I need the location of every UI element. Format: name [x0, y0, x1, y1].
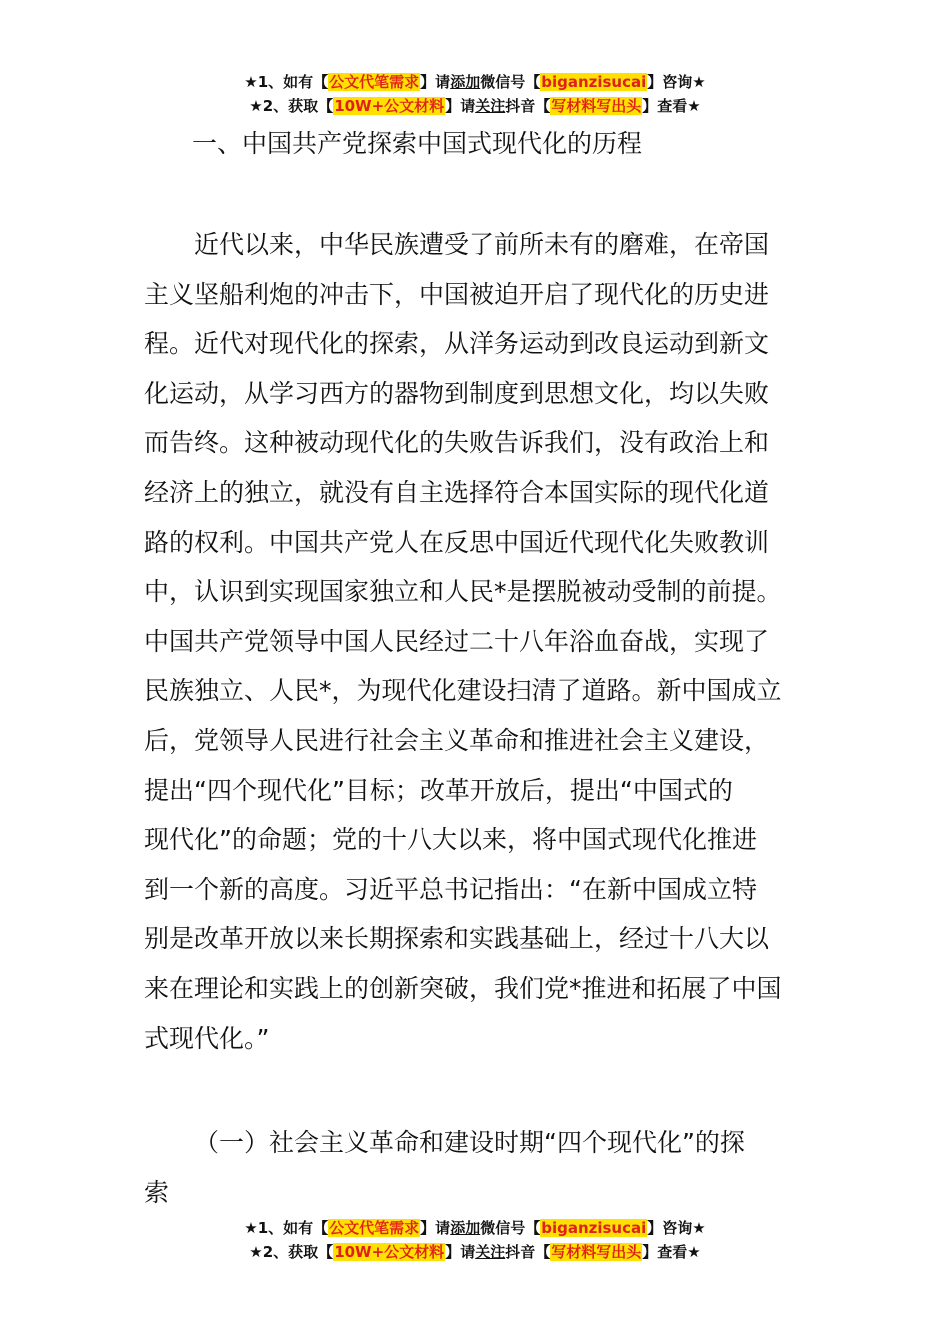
paragraph-line: 近代以来，中华民族遭受了前所未有的磨难，在帝国	[194, 230, 770, 259]
banner-text: ★1、如有【	[244, 1219, 329, 1237]
banner-text: 】查看★	[642, 97, 701, 115]
banner-text: 抖音【	[505, 1243, 551, 1261]
banner-highlight: 公文代笔需求	[329, 73, 420, 91]
banner-line-1	[0, 1216, 950, 1240]
header-banner	[0, 70, 950, 118]
banner-line-2	[0, 1240, 950, 1264]
banner-text: 】咨询★	[647, 1219, 706, 1237]
banner-underlined: 添加	[450, 73, 481, 91]
banner-underlined: 关注	[475, 1243, 506, 1261]
banner-highlight: 10W+公文材料	[334, 1243, 445, 1261]
banner-highlight: 公文代笔需求	[329, 1219, 420, 1237]
banner-text: 】请	[445, 97, 476, 115]
paragraph-line: 别是改革开放以来长期探索和实践基础上，经过十八大以	[144, 924, 770, 954]
banner-underlined: 添加	[450, 1219, 481, 1237]
paragraph-line: 到一个新的高度。习近平总书记指出：“在新中国成立特	[144, 874, 757, 904]
paragraph-line: 现代化”的命题；党的十八大以来，将中国式现代化推进	[144, 825, 757, 855]
banner-highlight: 写材料写出头	[551, 1243, 642, 1261]
paragraph-line: 中国共产党领导中国人民经过二十八年浴血奋战，实现了	[144, 626, 770, 656]
subsection-heading	[144, 1118, 824, 1217]
subsection-line: 索	[144, 1177, 170, 1207]
banner-text: 】查看★	[642, 1243, 701, 1261]
banner-text: 】请	[420, 1219, 451, 1237]
banner-text: ★2、获取【	[249, 97, 334, 115]
paragraph-line: 程。近代对现代化的探索，从洋务运动到改良运动到新文	[144, 329, 770, 359]
paragraph-line: 而告终。这种被动现代化的失败告诉我们，没有政治上和	[144, 428, 770, 458]
banner-highlight: biganzisucai	[541, 73, 647, 91]
banner-line-2	[0, 94, 950, 118]
banner-text: 微信号【	[480, 1219, 541, 1237]
footer-banner	[0, 1216, 950, 1264]
paragraph-line: 路的权利。中国共产党人在反思中国近代现代化失败教训	[144, 527, 770, 557]
paragraph-line: 来在理论和实践上的创新突破，我们党*推进和拓展了中国	[144, 973, 782, 1003]
banner-line-1	[0, 70, 950, 94]
body-paragraph	[144, 220, 824, 1063]
paragraph-line: 提出“四个现代化”目标；改革开放后，提出“中国式的	[144, 775, 733, 805]
banner-text: 】咨询★	[647, 73, 706, 91]
paragraph-line: 主义坚船利炮的冲击下，中国被迫开启了现代化的历史进	[144, 279, 770, 309]
paragraph-line: 后，党领导人民进行社会主义革命和推进社会主义建设，	[144, 725, 770, 755]
subsection-line: （一）社会主义革命和建设时期“四个现代化”的探	[194, 1128, 745, 1157]
banner-text: 】请	[445, 1243, 476, 1261]
paragraph-line: 式现代化。”	[144, 1023, 270, 1053]
banner-text: 抖音【	[505, 97, 551, 115]
banner-text: 】请	[420, 73, 451, 91]
banner-text: 微信号【	[480, 73, 541, 91]
banner-text: ★2、获取【	[249, 1243, 334, 1261]
banner-underlined: 关注	[475, 97, 506, 115]
paragraph-line: 化运动，从学习西方的器物到制度到思想文化，均以失败	[144, 378, 770, 408]
banner-highlight: 写材料写出头	[551, 97, 642, 115]
paragraph-line: 经济上的独立，就没有自主选择符合本国实际的现代化道	[144, 477, 770, 507]
banner-highlight: 10W+公文材料	[334, 97, 445, 115]
section-heading: 一、中国共产党探索中国式现代化的历程	[192, 129, 643, 158]
paragraph-line: 民族独立、人民*，为现代化建设扫清了道路。新中国成立	[144, 676, 782, 706]
banner-text: ★1、如有【	[244, 73, 329, 91]
paragraph-line: 中，认识到实现国家独立和人民*是摆脱被动受制的前提。	[144, 577, 782, 607]
banner-highlight: biganzisucai	[541, 1219, 647, 1237]
